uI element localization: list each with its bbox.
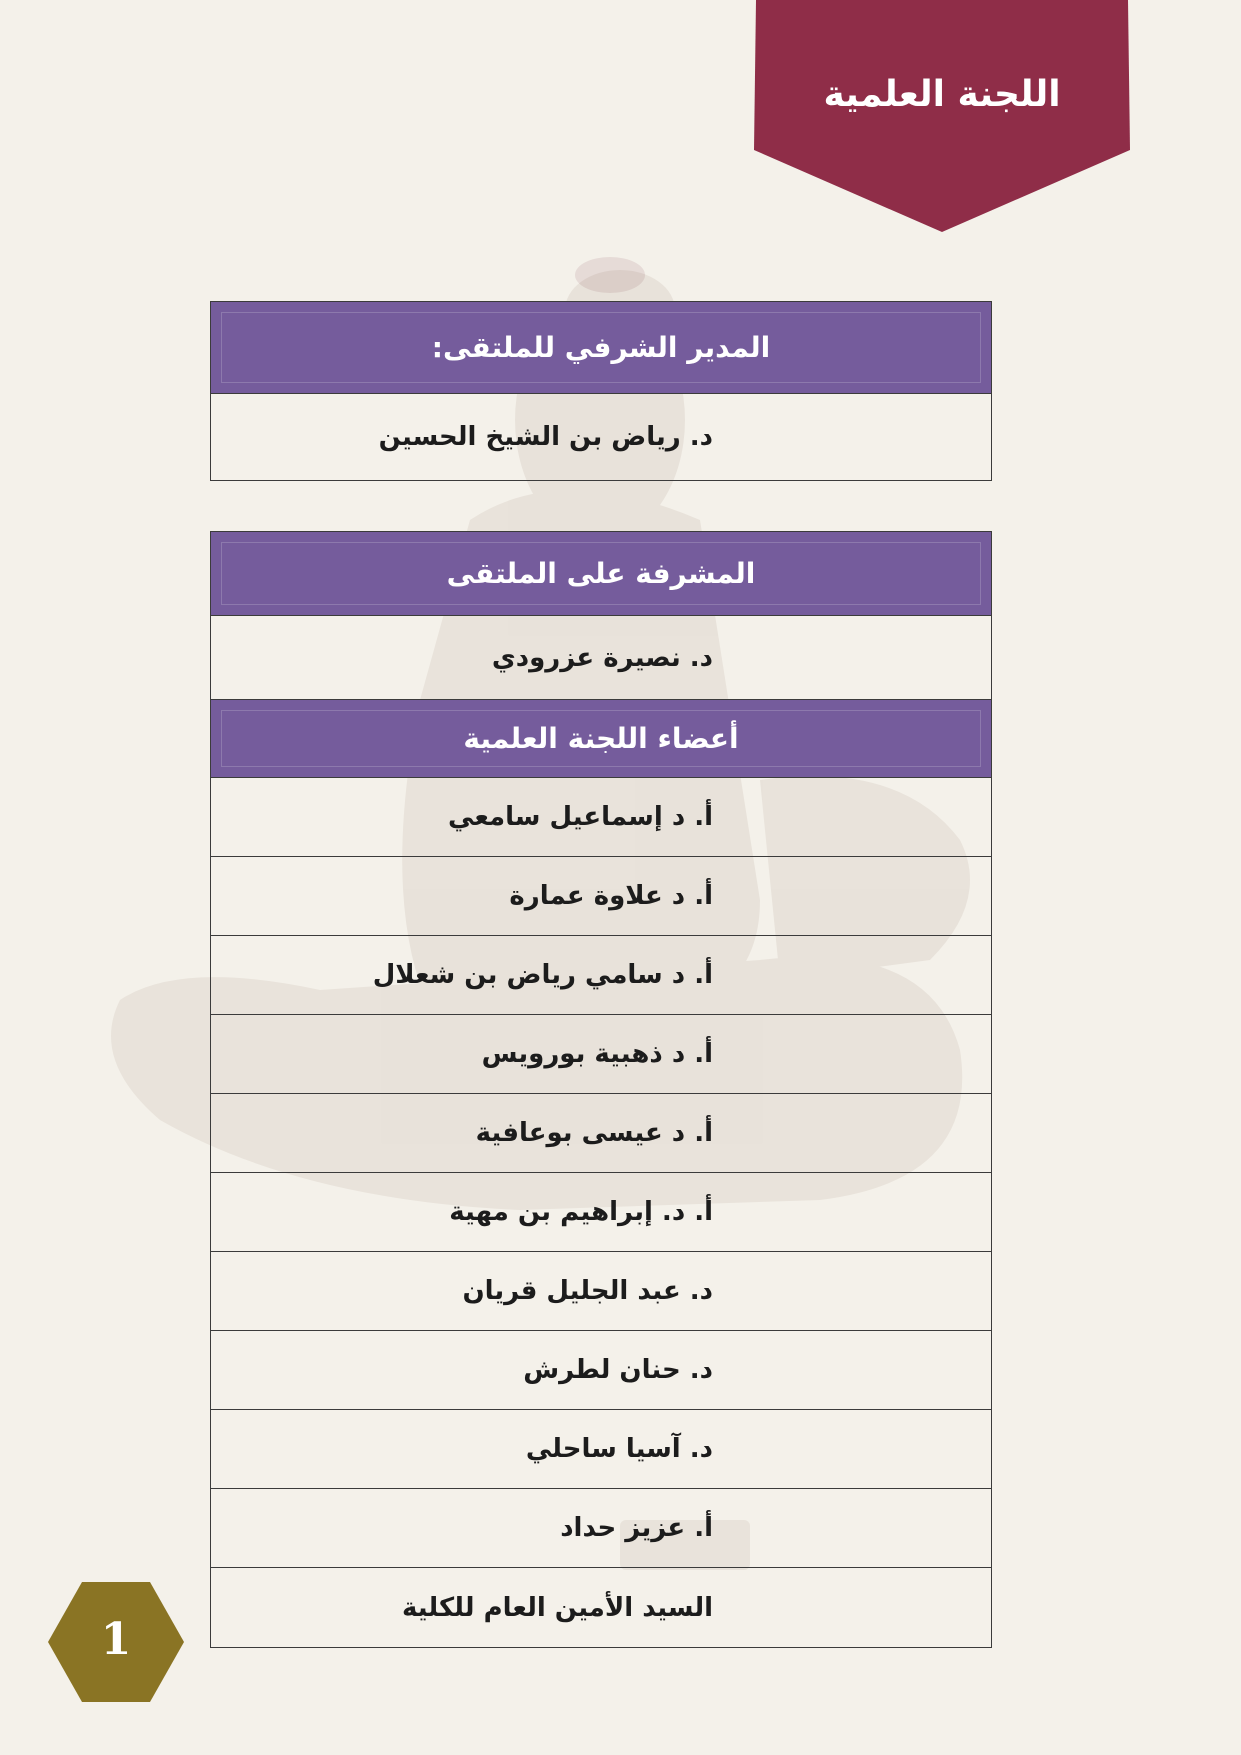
supervisor-name: د. نصيرة عزرودي — [211, 616, 991, 700]
committee-table — [210, 531, 992, 1648]
committee-heading: أعضاء اللجنة العلمية — [211, 700, 991, 778]
committee-member: أ. د ذهبية بورويس — [211, 1015, 991, 1094]
committee-member: أ. عزيز حداد — [211, 1489, 991, 1568]
committee-member: أ. د إسماعيل سامعي — [211, 778, 991, 857]
honorary-director-name: د. رياض بن الشيخ الحسين — [378, 422, 713, 452]
committee-member: د. حنان لطرش — [211, 1331, 991, 1410]
page-number: 1 — [100, 1614, 132, 1665]
page-title: اللجنة العلمية — [823, 74, 1061, 115]
committee-member: د. عبد الجليل قريان — [211, 1252, 991, 1331]
title-ribbon — [754, 0, 1130, 234]
supervisor-heading: المشرفة على الملتقى — [211, 532, 991, 616]
committee-member: أ. د سامي رياض بن شعلال — [211, 936, 991, 1015]
committee-member: أ. د. إبراهيم بن مهية — [211, 1173, 991, 1252]
committee-member: السيد الأمين العام للكلية — [402, 1592, 713, 1623]
honorary-director-heading: المدير الشرفي للملتقى: — [211, 302, 991, 394]
committee-member: أ. د علاوة عمارة — [211, 857, 991, 936]
committee-member: أ. د عيسى بوعافية — [211, 1094, 991, 1173]
committee-member: د. آسيا ساحلي — [211, 1410, 991, 1489]
honorary-director-table — [210, 301, 992, 481]
